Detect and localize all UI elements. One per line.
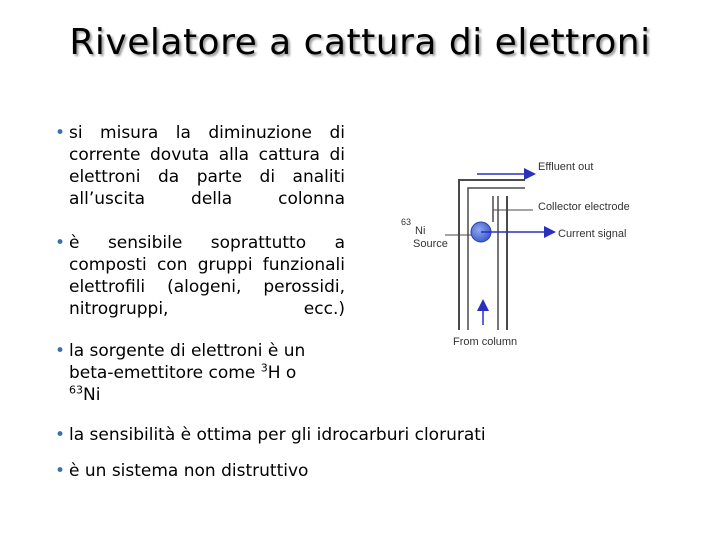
bullet-marker: •: [55, 461, 66, 481]
bullet-marker: •: [55, 123, 66, 143]
bullet-marker: •: [55, 233, 66, 253]
effluent-out-label: Effluent out: [538, 161, 594, 173]
ecd-diagram: [395, 150, 645, 355]
slide-title: Rivelatore a cattura di elettroni: [69, 22, 651, 63]
current-signal-label: Current signal: [558, 228, 627, 240]
bullet-electron-source: • la sorgente di elettroni è un beta-emettitore come $^3$H o $^{63}$Ni: [55, 341, 306, 405]
ni-label: Ni: [415, 225, 426, 237]
ni-superscript-label: 63: [401, 217, 412, 227]
bullet-marker: •: [55, 341, 66, 361]
bullet-electron-capture: • si misura la diminuzione di corrente dovuta alla cattura di elettroni da parte di analiti all’uscita della colonna: [55, 123, 345, 209]
collector-electrode-label: Collector electrode: [538, 201, 630, 213]
bullet-marker: •: [55, 425, 66, 445]
bullet-sensitivity-compounds: • è sensibile soprattutto a composti con gruppi funzionali elettrofili (alogeni, perossidi, nitrogruppi, ecc.): [55, 233, 345, 319]
from-column-label: From column: [453, 336, 518, 348]
bullet-non-destructive: • è un sistema non distruttivo: [55, 461, 309, 481]
source-label: Source: [413, 238, 448, 250]
cell-inner-wall: [468, 188, 525, 330]
bullet-chlorinated-hydrocarbons: • la sensibilità è ottima per gli idrocarburi clorurati: [55, 425, 486, 445]
cell-outer-wall: [459, 180, 525, 330]
